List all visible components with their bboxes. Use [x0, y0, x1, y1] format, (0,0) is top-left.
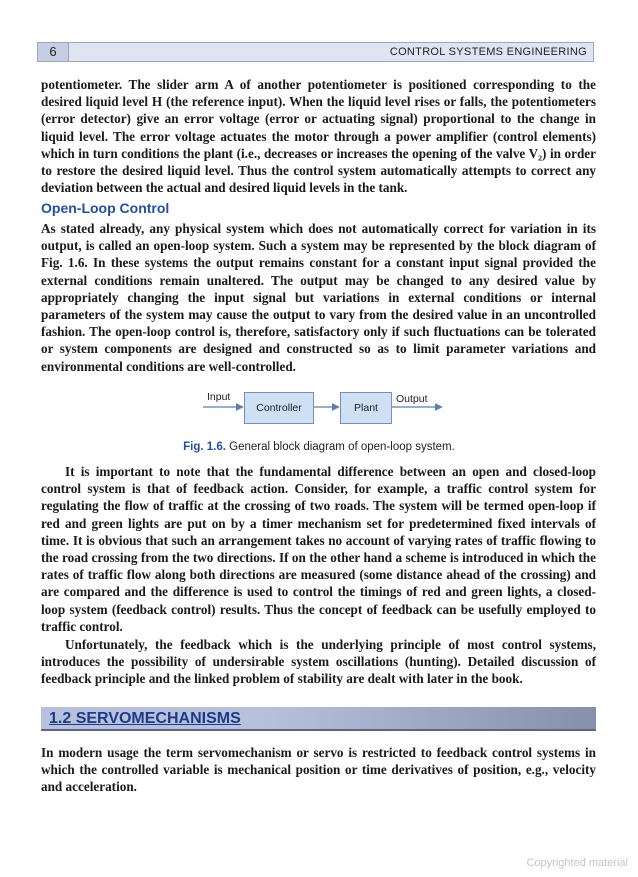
paragraph-2: As stated already, any physical system which does not automatically correct for variation in its output, is called an open-loop system. Such a system may be represented by the block diagram of Fig. 1.6. In these systems the output remains constant for a constant input signal provided the external conditions remain unaltered. The output may be changed to any desired value by appropriately changing the input signal but variations in external conditions or internal parameters of the system may cause the output to vary from the desired value in an uncontrolled fashion. The open-loop control is, therefore, satisfactory only if such fluctuations can be tolerated or system components are designed and constructed so as to limit parameter variations and environmental conditions are well-controlled.	[41, 221, 596, 374]
figure-caption-text: General block diagram of open-loop system.	[225, 441, 455, 453]
paragraph-5: In modern usage the term servomechanism or servo is restricted to feedback control systems in which the controlled variable is mechanical position or time derivatives of position, e.g., velocity and acceleration.	[41, 745, 596, 795]
controller-label: Controller	[256, 402, 302, 414]
paragraph-1: potentiometer. The slider arm A of another potentiometer is positioned corresponding to the desired liquid level H (the reference input). When the liquid level rises or falls, the potentiometers (error detector) give an error voltage (error or actuating signal) proportional to the change in liquid level. The error voltage actuates the motor through a power amplifier (control elements) which in turn conditions the plant (i.e., decreases or increases the opening of the valve V₂) in order to restore the desired liquid level. Thus the control system automatically attempts to correct any deviation between the actual and desired liquid levels in the tank.	[41, 77, 596, 196]
output-label: Output	[396, 393, 428, 405]
input-label: Input	[207, 391, 231, 403]
paragraph-3: It is important to note that the fundamental difference between an open and closed-loop control system is that of feedback action. Consider, for example, a traffic control system for regulating the flow of traffic at the crossing of two roads. The system will be termed open-loop if red and green lights are put on by a timer mechanism set for predetermined fixed intervals of time. It is obvious that such an arrangement takes no account of varying rates of traffic flowing to the road crossing from the two directions. If on the other hand a scheme is introduced in which the rates of traffic flow along both directions are measured (some distance ahead of the crossing) and are compared and the difference is used to control the timings of red and green lights, a closed-loop system (feedback control) results. Thus the concept of feedback can be usefully employed to traffic control.	[41, 464, 596, 634]
figure-caption	[0, 441, 638, 453]
figure-number: Fig. 1.6.	[183, 441, 226, 453]
plant-block	[340, 392, 392, 424]
plant-label: Plant	[354, 402, 378, 414]
paragraph-4: Unfortunately, the feedback which is the underlying principle of most control systems, introduces the possibility of undersirable system oscillations (hunting). Detailed discussion of feedback principle and the linked problem of stability are dealt with later in the book.	[41, 637, 596, 687]
copyright-watermark: Copyrighted material	[526, 857, 628, 869]
section-heading-bar	[41, 707, 596, 731]
subheading-open-loop: Open-Loop Control	[41, 200, 170, 216]
page-number: 6	[38, 43, 69, 61]
running-head: CONTROL SYSTEMS ENGINEERING	[389, 46, 587, 58]
section-title: 1.2 SERVOMECHANISMS	[49, 710, 241, 727]
controller-block	[244, 392, 314, 424]
